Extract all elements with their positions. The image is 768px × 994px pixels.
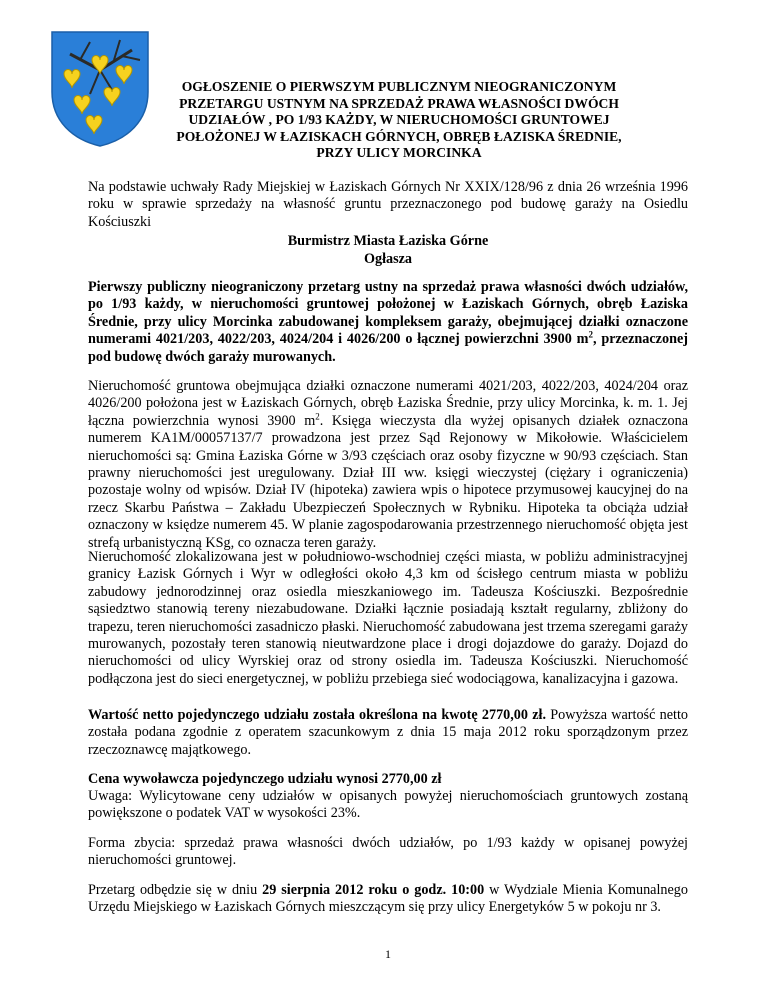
description-text: Nieruchomość gruntowa obejmująca działki oznaczone numerami 4021/203, 4022/203, 4024/204 oraz 4026/200 położona jest w Łaziskach Górnych, obręb Łaziska Średnie, przy ulicy Morcinka, k. m. 1. Jej łączna powierzchnia wynosi 3900 m <box>88 378 688 429</box>
page-number: 1 <box>385 947 391 961</box>
announcer-action: Ogłasza <box>363 251 413 267</box>
location-paragraph: Nieruchomość zlokalizowana jest w południowo-wschodniej części miasta, w pobliżu administracyjnej granicy Łazisk Górnych i Wyr w odległości około 4,3 km od ścisłego centrum miasta w pobliżu zabudowy jednorodzinnej oraz osiedla mieszkaniowego im. Tadeusza Kościuszki. Bezpośrednie sąsiedztwo stanowią tereny niezabudowane. Działki łącznie posiadają kształt regularny, zbliżony do trapezu, teren nieruchomości zasadniczo płaski. Nieruchomość zabudowana jest trzema szeregami garaży murowanych, pozostały teren stanowią nieutwardzone place i drogi dojazdowe do garaży. Dojazd do nieruchomości od ulicy Wyrskiej oraz od strony osiedla im. Tadeusza Kościuszki. Nieruchomość podłączona jest do sieci energetycznej, w pobliżu przebiega sieć wodociągowa, kanalizacyjna i gazowa. <box>88 549 688 687</box>
vat-note: Uwaga: Wylicytowane ceny udziałów w opisanych powyżej nieruchomościach gruntowych zostaną powiększone o podatek VAT w wysokości 23%. <box>88 788 688 822</box>
auction-intro: Przetarg odbędzie się w dniu <box>88 882 263 898</box>
lead-text: Pierwszy publiczny nieograniczony przetarg ustny na sprzedaż prawa własności dwóch udziałów, po 1/93 każdy, w nieruchomości gruntowej położonej w Łaziskach Górnych, obręb Łaziska Średnie, przy ulicy Morcinka zabudowanej kompleksem garaży, obejmującej działki oznaczone numerami 4021/203, 4022/203, 4024/204 i 4026/200 o łącznej powierzchni 3900 m <box>88 279 688 348</box>
lead-text-end: , przeznaczonej pod budowę dwóch garaży murowanych. <box>88 331 688 365</box>
sale-form-paragraph: Forma zbycia: sprzedaż prawa własności dwóch udziałów, po 1/93 każdy w opisanej powyżej nieruchomości gruntowej. <box>88 835 688 869</box>
description-text-end: . Księga wieczysta dla wyżej opisanych działek oznaczona numerem KA1M/00057137/7 prowadzona jest przez Sąd Rejonowy w Mikołowie. Właścicielem nieruchomości są: Gmina Łaziska Górne w 3/93 częściach oraz osoby fizyczne w 90/93 częściach. Stan prawny nieruchomości jest uregulowany. Dział III ww. księgi wieczystej (ciężary i ograniczenia) pozostaje wolny od wpisów. Dział IV (hipoteka) zawiera wpis o hipotece przymusowej kaucyjnej do na rzecz Skarbu Państwa – Zakładu Ubezpieczeń Społecznych w Rybniku. Hipoteka ta obciąża udział oznaczony w księdze numerem 45. W planie zagospodarowania przestrzennego nieruchomość objęta jest strefą urbanistyczną KSg, co oznacza teren garaży. <box>88 412 688 551</box>
value-details: Powyższa wartość netto została podana zgodnie z operatem szacunkowym z dnia 15 maja 2012 roku sporządzonym przez rzeczoznawcę majątkowego. <box>88 707 688 758</box>
auction-paragraph <box>88 882 688 917</box>
starting-price: Cena wywoławcza pojedynczego udziału wynosi 2770,00 zł <box>88 771 442 787</box>
auction-date: 29 sierpnia 2012 roku o godz. 10:00 <box>262 882 485 898</box>
lead-paragraph <box>88 279 688 366</box>
value-statement: Wartość netto pojedynczego udziału została określona na kwotę 2770,00 zł. <box>88 707 547 723</box>
announcer-name: Burmistrz Miasta Łaziska Górne <box>287 233 489 249</box>
value-paragraph <box>88 707 688 759</box>
coat-of-arms-icon <box>50 30 150 148</box>
description-paragraph <box>88 378 688 552</box>
lead-superscript: 2 <box>588 329 593 340</box>
auction-place: w Wydziale Mienia Komunalnego Urzędu Miejskiego w Łaziskach Górnych mieszczącym się przy ulicy Energetyków 5 w pokoju nr 3. <box>88 882 688 916</box>
intro-paragraph: Na podstawie uchwały Rady Miejskiej w Łaziskach Górnych Nr XXIX/128/96 z dnia 26 września 1996 roku w sprawie sprzedaży na własność gruntu przeznaczonego pod budowę garaży na Osiedlu Kościuszki <box>88 179 688 230</box>
description-superscript: 2 <box>315 411 320 422</box>
announcement-title: OGŁOSZENIE O PIERWSZYM PUBLICZNYM NIEOGRANICZONYM PRZETARGU USTNYM NA SPRZEDAŻ PRAWA WŁASNOŚCI DWÓCH UDZIAŁÓW , PO 1/93 KAŻDY, W NIERUCHOMOŚCI GRUNTOWEJ POŁOŻONEJ W ŁAZISKACH GÓRNYCH, OBRĘB ŁAZISKA ŚREDNIE, PRZY ULICY MORCINKA <box>176 79 622 161</box>
